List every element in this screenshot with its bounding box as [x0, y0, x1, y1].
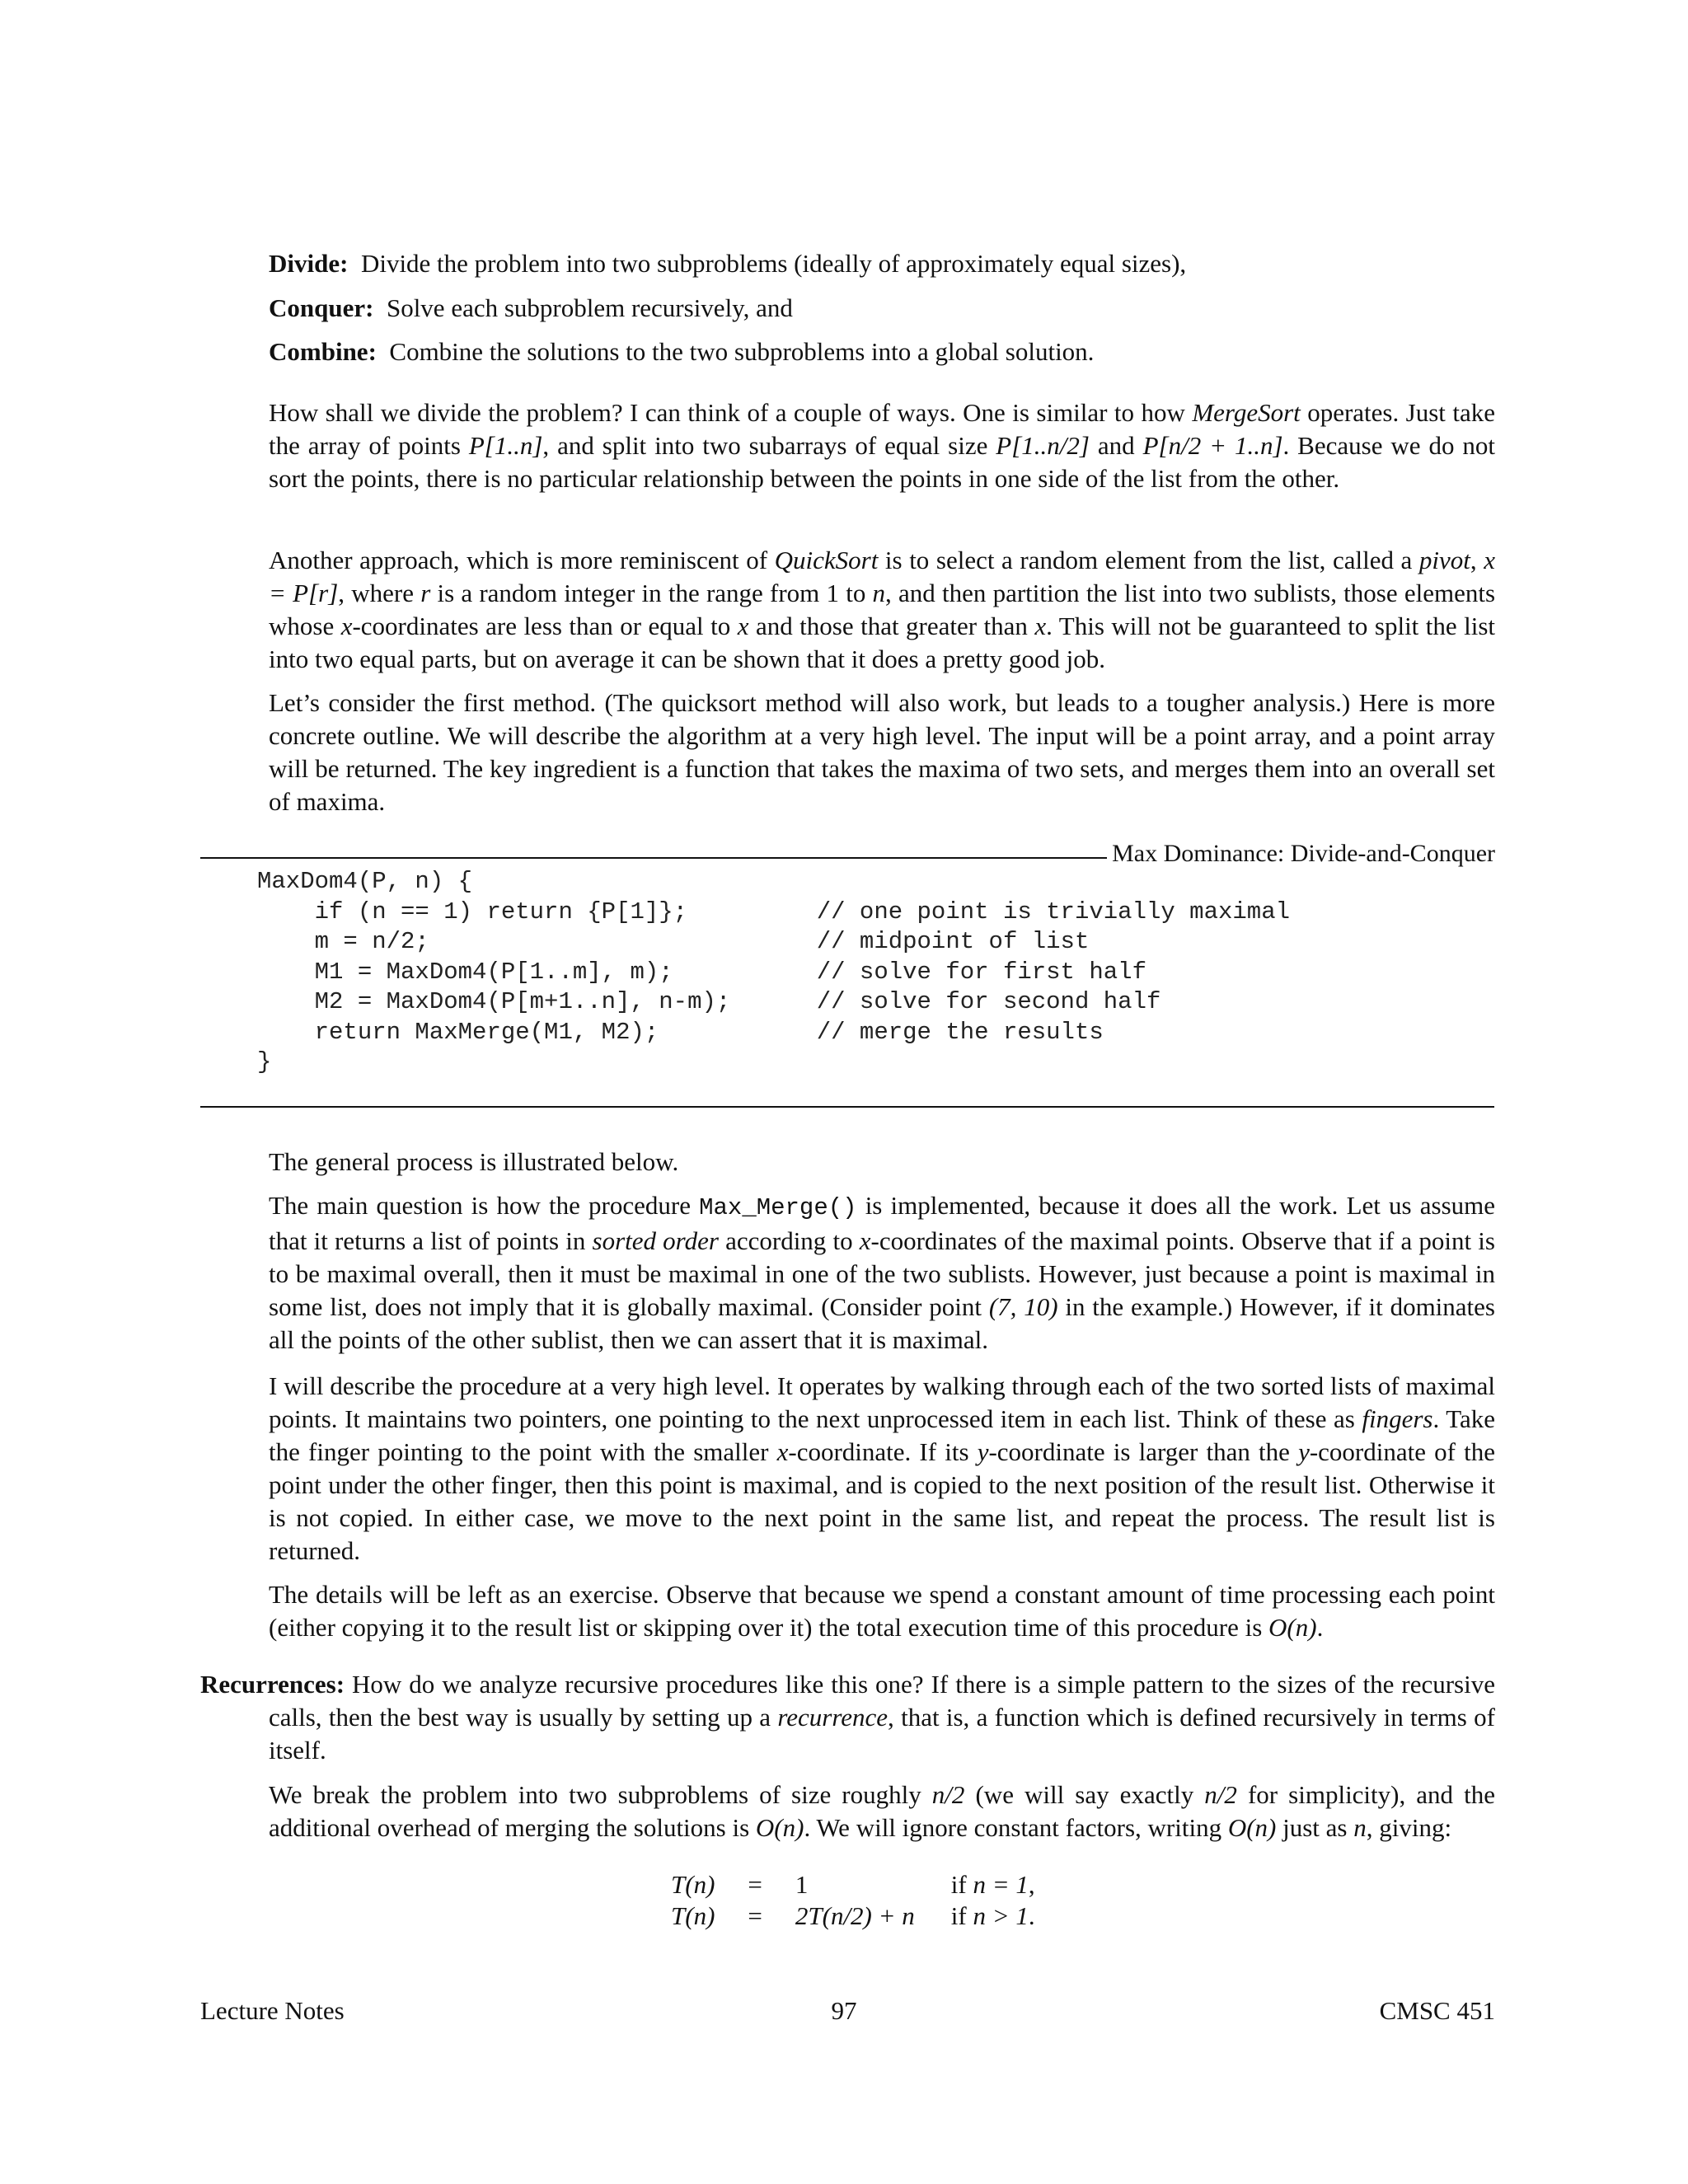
equation-condition [940, 1869, 1047, 1900]
step-label: Conquer: [269, 293, 374, 322]
text: The main question is how the procedure [269, 1191, 700, 1220]
math: O(n) [1268, 1613, 1317, 1642]
text: , where [338, 579, 421, 607]
text: for simplicity), and the additional overhead of merging the solutions is [269, 1780, 1495, 1842]
step-text: Divide the problem into two subproblems (ideally of approximately equal sizes), [360, 249, 1187, 278]
math: (7, 10) [988, 1292, 1058, 1321]
code-term: Max_Merge() [699, 1194, 857, 1221]
text: How do we analyze recursive procedures like this one? If there is a simple pattern to the sizes of the recursive calls, then the best way is usually by setting up a [269, 1670, 1495, 1732]
text: , [1028, 1870, 1035, 1899]
text: . Because we do not sort the points, there is no particular relationship between the points in one side of the list from the other. [269, 431, 1495, 493]
text: -coordinates of the maximal points. Observe that if a point is to be maximal overall, then it must be maximal in one of the two sublists. However, just because a point is maximal in some list, does not imply that it is globally maximal. (Consider point [269, 1226, 1495, 1321]
text: and [1089, 431, 1143, 460]
equation-row [659, 1900, 1047, 1932]
equation-rel: = [748, 1870, 762, 1899]
equation-lhs: T(n) [671, 1870, 715, 1899]
text: operates. Just take the array of points [269, 398, 1495, 460]
math: x [737, 612, 749, 640]
paragraph-recurrences [200, 1668, 1495, 1767]
math: n > 1 [973, 1901, 1029, 1930]
code-box-title: Max Dominance: Divide-and-Conquer [1112, 840, 1495, 867]
text: just as [1276, 1813, 1354, 1842]
recurrences-label: Recurrences: [200, 1670, 345, 1699]
math: x [1034, 612, 1047, 640]
text: , [1470, 546, 1484, 574]
text: according to [718, 1226, 860, 1255]
recurrence-equation [659, 1869, 1047, 1932]
paragraph-general-process: The general process is illustrated below. [269, 1147, 679, 1176]
footer-left: Lecture Notes [200, 1996, 345, 2025]
text: , and split into two subarrays of equal size [542, 431, 996, 460]
math: n [872, 579, 886, 607]
text: , giving: [1366, 1813, 1452, 1842]
text: if [950, 1870, 973, 1899]
math: x [776, 1437, 789, 1466]
math: n = 1 [973, 1870, 1029, 1899]
text: -coordinates are less than or equal to [352, 612, 738, 640]
math: P[1..n] [468, 431, 543, 460]
paragraph-break-problem [269, 1779, 1495, 1844]
code-box-bottom-rule [200, 1106, 1494, 1108]
math: n/2 [931, 1780, 965, 1809]
page-number: 97 [831, 1996, 857, 2025]
text: is implemented, because it does all the work. Let us assume that it returns a list of points in [269, 1191, 1495, 1255]
math: P[n/2 + 1..n] [1142, 431, 1283, 460]
code-box-top-rule [200, 857, 1107, 859]
math: x [340, 612, 353, 640]
paragraph-details [269, 1578, 1495, 1644]
equation-condition [940, 1900, 1047, 1932]
math: x [859, 1226, 871, 1255]
paragraph-max-merge [269, 1189, 1495, 1357]
paragraph-first-method: Let’s consider the first method. (The quicksort method will also work, but leads to a tougher analysis.) Here is more concrete outline. We will describe the algorithm at a very high level. The input will be a point array, and a point array will be returned. The key ingredient is a function that takes the maxima of two sets, and merges them into an overall set of maxima. [269, 688, 1495, 816]
equation-rhs: 2T(n/2) + n [795, 1901, 915, 1930]
text: Another approach, which is more reminiscent of [269, 546, 775, 574]
text: How shall we divide the problem? I can think of a couple of ways. One is similar to how [269, 398, 1193, 427]
step-text: Solve each subproblem recursively, and [386, 293, 793, 322]
math: O(n) [755, 1813, 804, 1842]
paragraph-divide-methods [269, 396, 1495, 495]
step-text: Combine the solutions to the two subproblems into a global solution. [389, 337, 1095, 366]
math: y [1298, 1437, 1310, 1466]
math: O(n) [1227, 1813, 1277, 1842]
mergesort-term: MergeSort [1192, 398, 1301, 427]
text: . [1028, 1901, 1035, 1930]
text: We break the problem into two subproblems of size roughly [269, 1780, 932, 1809]
text: (we will say exactly [964, 1780, 1205, 1809]
recurrence-term: recurrence [777, 1703, 889, 1732]
text: is to select a random element from the list, called a [878, 546, 1419, 574]
text: if [950, 1901, 973, 1930]
text: -coordinate of the point under the other finger, then this point is maximal, and is copied to the next position of the result list. Otherwise it is not copied. In either case, we move to the next point in the same list, and repeat the process. The result list is returned. [269, 1437, 1495, 1565]
step-combine [269, 335, 1495, 368]
text: , and then partition the list into two sublists, those elements whose [269, 579, 1496, 640]
math: y [977, 1437, 989, 1466]
step-label: Divide: [269, 249, 349, 278]
text: I will describe the procedure at a very high level. It operates by walking through each of the two sorted lists of maximal points. It maintains two pointers, one pointing to the next unprocessed item in each list. Think of these as [269, 1371, 1495, 1433]
text: The details will be left as an exercise. Observe that because we spend a constant amount of time processing each point (either copying it to the result list or skipping over it) the total execution time of this procedure is [269, 1580, 1495, 1642]
text: in the example.) However, if it dominates all the points of the other sublist, then we can assert that it is maximal. [269, 1292, 1495, 1354]
quicksort-term: QuickSort [774, 546, 879, 574]
math: r [420, 579, 431, 607]
text: -coordinate is larger than the [988, 1437, 1299, 1466]
equation-row [659, 1869, 1047, 1900]
paragraph-procedure [269, 1370, 1495, 1568]
step-divide [269, 247, 1495, 280]
text: is a random integer in the range from 1 to [430, 579, 873, 607]
code-listing: MaxDom4(P, n) { if (n == 1) return {P[1]}; // one point is trivially maximal m = n/2; // midpoint of list M1 = MaxDom4(P[1..m], m); // solve for first half M2 = MaxDom4(P[m+1..n], n-m); // solve for second half return MaxMerge(M1, M2); // merge the results } [257, 868, 1291, 1076]
equation-rel: = [748, 1901, 762, 1930]
paragraph-quicksort-approach [269, 544, 1495, 676]
step-label: Combine: [269, 337, 377, 366]
text: . We will ignore constant factors, writing [804, 1813, 1228, 1842]
text: . Take the finger pointing to the point with the smaller [269, 1404, 1495, 1466]
text: -coordinate. If its [788, 1437, 978, 1466]
pivot-term: pivot [1418, 546, 1470, 574]
math: P[1..n/2] [996, 431, 1090, 460]
text: . This will not be guaranteed to split the list into two equal parts, but on average it can be shown that it does a pretty good job. [269, 612, 1495, 673]
step-conquer [269, 292, 1495, 325]
footer-right: CMSC 451 [1379, 1996, 1495, 2025]
equation-lhs: T(n) [671, 1901, 715, 1930]
math: n [1353, 1813, 1367, 1842]
text: . [1316, 1613, 1324, 1642]
math: n/2 [1204, 1780, 1237, 1809]
fingers-term: fingers [1362, 1404, 1433, 1433]
text: and those that greater than [748, 612, 1035, 640]
equation-rhs: 1 [795, 1870, 809, 1899]
math: x = P[r] [269, 546, 1495, 607]
sorted-order-term: sorted order [592, 1226, 719, 1255]
text: , that is, a function which is defined recursively in terms of itself. [269, 1703, 1495, 1765]
